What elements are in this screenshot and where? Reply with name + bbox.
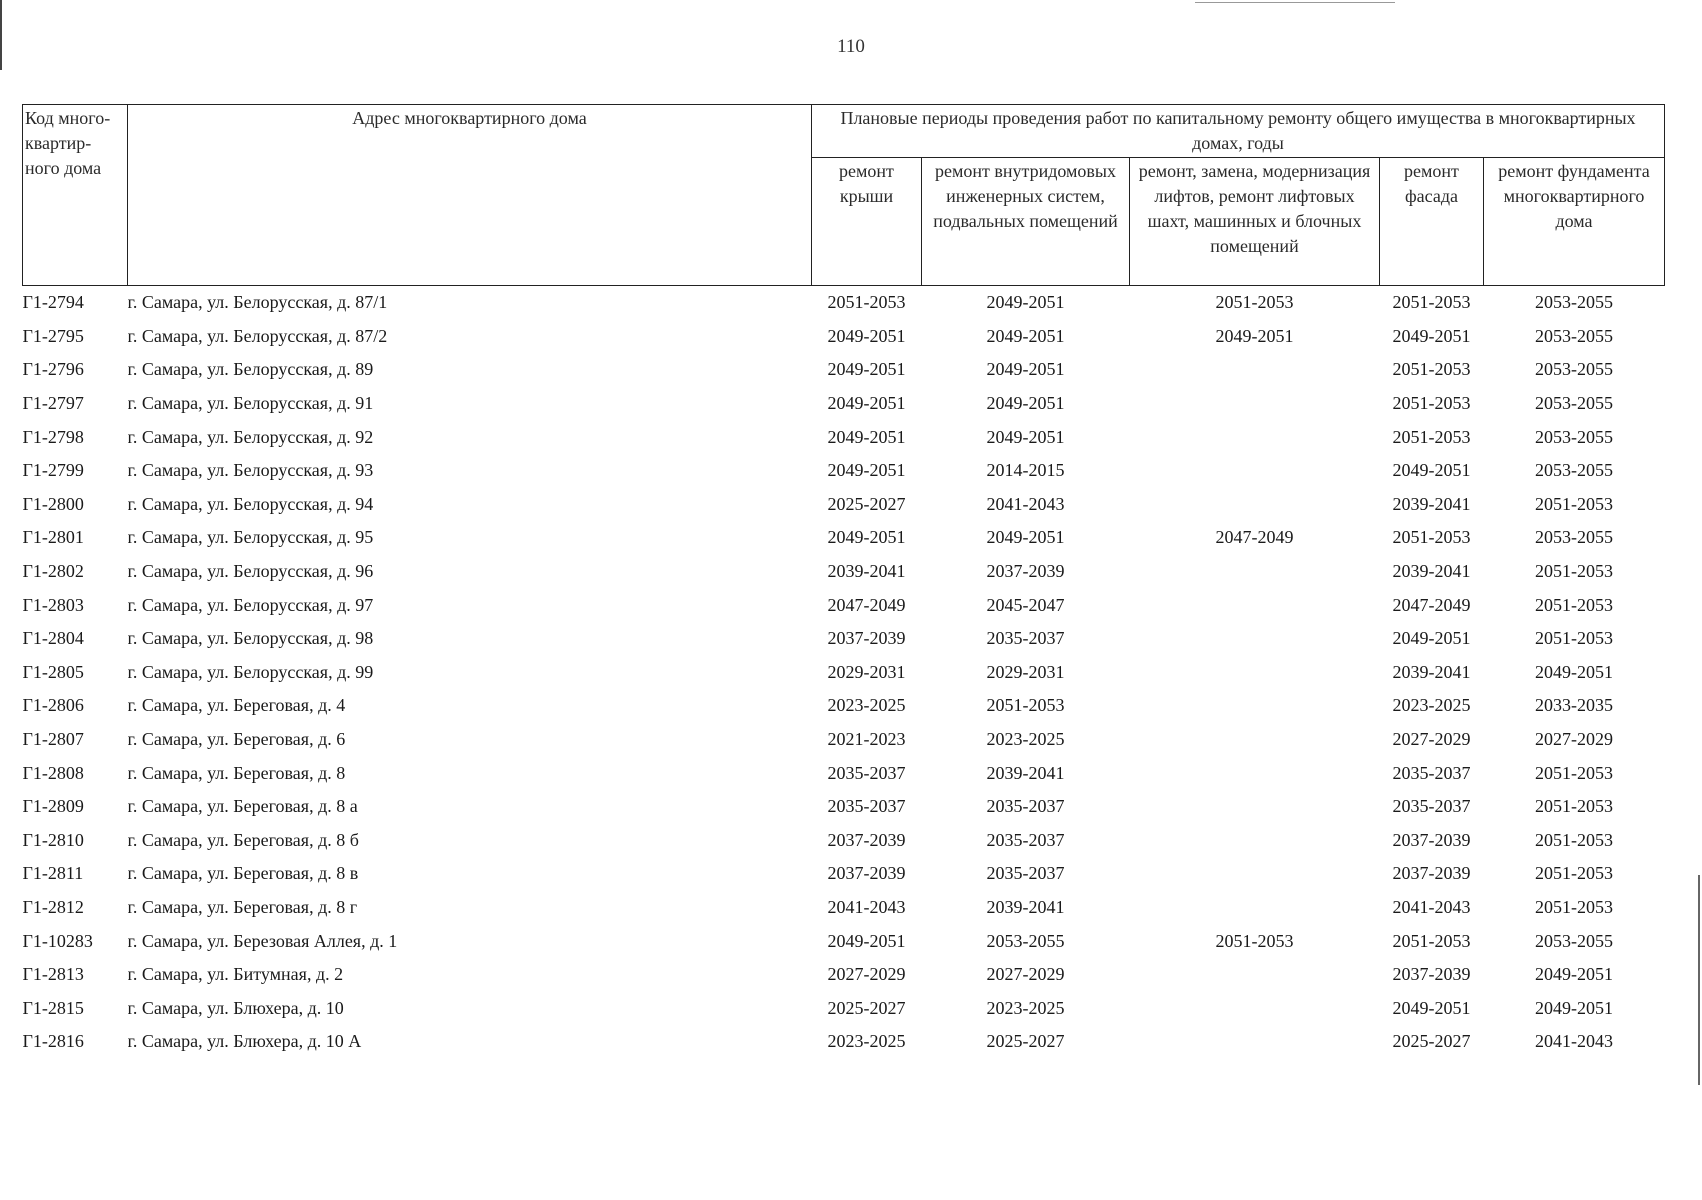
elevator-period-cell	[1130, 622, 1380, 656]
roof-period-cell: 2037-2039	[827, 829, 906, 850]
roof-period-cell: 2035-2037	[827, 796, 906, 817]
roof-period-cell: 2025-2027	[827, 493, 906, 514]
engineering-period-cell: 2049-2051	[986, 426, 1065, 447]
elevator-period-cell	[1130, 353, 1380, 387]
foundation-period-cell: 2051-2053	[1535, 863, 1613, 884]
table-row	[23, 958, 1665, 992]
address-cell: г. Самара, ул. Белорусская, д. 94	[127, 493, 374, 514]
building-code-cell: Г1-2796	[22, 359, 84, 380]
facade-period-cell: 2051-2053	[1392, 930, 1471, 951]
foundation-period-cell: 2041-2043	[1535, 1031, 1613, 1052]
foundation-period-cell: 2053-2055	[1535, 292, 1613, 313]
address-cell: г. Самара, ул. Береговая, д. 6	[127, 729, 346, 750]
foundation-period-cell: 2051-2053	[1535, 896, 1613, 917]
foundation-period-cell: 2053-2055	[1535, 393, 1613, 414]
table-row	[23, 723, 1665, 757]
facade-period-cell: 2049-2051	[1392, 997, 1471, 1018]
address-cell: г. Самара, ул. Блюхера, д. 10	[127, 997, 344, 1018]
address-cell: г. Самара, ул. Белорусская, д. 96	[127, 561, 374, 582]
building-code-cell: Г1-2802	[22, 561, 84, 582]
building-code-cell: Г1-2806	[22, 695, 84, 716]
facade-period-cell: 2039-2041	[1392, 493, 1471, 514]
engineering-period-cell: 2049-2051	[986, 325, 1065, 346]
facade-period-cell: 2051-2053	[1392, 292, 1471, 313]
elevator-period-cell	[1130, 689, 1380, 723]
engineering-period-cell: 2029-2031	[986, 661, 1065, 682]
elevator-period-cell: 2051-2053	[1215, 930, 1294, 951]
address-cell: г. Самара, ул. Белорусская, д. 92	[127, 426, 374, 447]
elevator-period-cell	[1130, 723, 1380, 757]
building-code-cell: Г1-2799	[22, 460, 84, 481]
elevator-period-cell	[1130, 488, 1380, 522]
building-code-cell: Г1-2805	[22, 661, 84, 682]
elevator-period-cell	[1130, 824, 1380, 858]
table-row	[23, 891, 1665, 925]
foundation-period-cell: 2051-2053	[1535, 829, 1613, 850]
engineering-period-cell: 2014-2015	[986, 460, 1065, 481]
facade-period-cell: 2051-2053	[1392, 527, 1471, 548]
header-address: Адрес многоквартирного дома	[128, 105, 812, 286]
table-row	[23, 622, 1665, 656]
engineering-period-cell: 2053-2055	[986, 930, 1065, 951]
table-row	[23, 1025, 1665, 1059]
building-code-cell: Г1-2801	[22, 527, 84, 548]
header-elevator-repair: ремонт, замена, модернизация лифтов, ремонт лифтовых шахт, машинных и блочных помещений	[1130, 158, 1380, 286]
address-cell: г. Самара, ул. Белорусская, д. 87/1	[127, 292, 388, 313]
address-cell: г. Самара, ул. Блюхера, д. 10 А	[127, 1031, 362, 1052]
scan-edge-left	[0, 0, 2, 70]
building-code-cell: Г1-2809	[22, 796, 84, 817]
facade-period-cell: 2047-2049	[1392, 594, 1471, 615]
table-body	[23, 286, 1665, 1059]
building-code-cell: Г1-2813	[22, 964, 84, 985]
engineering-period-cell: 2027-2029	[986, 964, 1065, 985]
address-cell: г. Самара, ул. Березовая Аллея, д. 1	[127, 930, 398, 951]
header-facade-repair: ремонт фасада	[1380, 158, 1484, 286]
foundation-period-cell: 2049-2051	[1535, 661, 1613, 682]
foundation-period-cell: 2051-2053	[1535, 628, 1613, 649]
elevator-period-cell	[1130, 756, 1380, 790]
scan-edge-right	[1698, 875, 1700, 1085]
facade-period-cell: 2025-2027	[1392, 1031, 1471, 1052]
facade-period-cell: 2051-2053	[1392, 359, 1471, 380]
elevator-period-cell	[1130, 656, 1380, 690]
elevator-period-cell	[1130, 991, 1380, 1025]
table-row	[23, 790, 1665, 824]
roof-period-cell: 2049-2051	[827, 460, 906, 481]
foundation-period-cell: 2053-2055	[1535, 426, 1613, 447]
table-row	[23, 588, 1665, 622]
foundation-period-cell: 2053-2055	[1535, 460, 1613, 481]
table-row	[23, 420, 1665, 454]
header-building-code: Код много-квартир-ного дома	[23, 105, 128, 286]
address-cell: г. Самара, ул. Береговая, д. 8 а	[127, 796, 358, 817]
foundation-period-cell: 2051-2053	[1535, 594, 1613, 615]
building-code-cell: Г1-2808	[22, 762, 84, 783]
engineering-period-cell: 2051-2053	[986, 695, 1065, 716]
table-row	[23, 555, 1665, 589]
address-cell: г. Самара, ул. Битумная, д. 2	[127, 964, 344, 985]
roof-period-cell: 2037-2039	[827, 628, 906, 649]
address-cell: г. Самара, ул. Белорусская, д. 99	[127, 661, 374, 682]
facade-period-cell: 2041-2043	[1392, 896, 1471, 917]
foundation-period-cell: 2053-2055	[1535, 527, 1613, 548]
elevator-period-cell	[1130, 588, 1380, 622]
elevator-period-cell	[1130, 790, 1380, 824]
table-row	[23, 286, 1665, 320]
address-cell: г. Самара, ул. Белорусская, д. 95	[127, 527, 374, 548]
address-cell: г. Самара, ул. Береговая, д. 8	[127, 762, 346, 783]
facade-period-cell: 2051-2053	[1392, 393, 1471, 414]
address-cell: г. Самара, ул. Береговая, д. 8 г	[127, 896, 358, 917]
facade-period-cell: 2035-2037	[1392, 796, 1471, 817]
elevator-period-cell: 2051-2053	[1215, 292, 1294, 313]
engineering-period-cell: 2037-2039	[986, 561, 1065, 582]
page-number: 110	[837, 36, 865, 57]
engineering-period-cell: 2039-2041	[986, 762, 1065, 783]
elevator-period-cell	[1130, 857, 1380, 891]
roof-period-cell: 2051-2053	[827, 292, 906, 313]
engineering-period-cell: 2039-2041	[986, 896, 1065, 917]
address-cell: г. Самара, ул. Белорусская, д. 97	[127, 594, 374, 615]
elevator-period-cell	[1130, 958, 1380, 992]
header-planned-periods: Плановые периоды проведения работ по капитальному ремонту общего имущества в многоквартирных домах, годы	[812, 105, 1665, 158]
roof-period-cell: 2049-2051	[827, 325, 906, 346]
address-cell: г. Самара, ул. Белорусская, д. 89	[127, 359, 374, 380]
roof-period-cell: 2049-2051	[827, 393, 906, 414]
engineering-period-cell: 2049-2051	[986, 359, 1065, 380]
building-code-cell: Г1-2810	[22, 829, 84, 850]
foundation-period-cell: 2053-2055	[1535, 930, 1613, 951]
roof-period-cell: 2027-2029	[827, 964, 906, 985]
foundation-period-cell: 2053-2055	[1535, 359, 1613, 380]
roof-period-cell: 2049-2051	[827, 359, 906, 380]
facade-period-cell: 2049-2051	[1392, 325, 1471, 346]
roof-period-cell: 2039-2041	[827, 561, 906, 582]
roof-period-cell: 2023-2025	[827, 695, 906, 716]
engineering-period-cell: 2035-2037	[986, 628, 1065, 649]
roof-period-cell: 2049-2051	[827, 930, 906, 951]
engineering-period-cell: 2035-2037	[986, 863, 1065, 884]
building-code-cell: Г1-2812	[22, 896, 84, 917]
engineering-period-cell: 2049-2051	[986, 393, 1065, 414]
facade-period-cell: 2049-2051	[1392, 460, 1471, 481]
foundation-period-cell: 2051-2053	[1535, 762, 1613, 783]
engineering-period-cell: 2035-2037	[986, 829, 1065, 850]
facade-period-cell: 2039-2041	[1392, 661, 1471, 682]
roof-period-cell: 2049-2051	[827, 426, 906, 447]
table-row	[23, 454, 1665, 488]
elevator-period-cell	[1130, 420, 1380, 454]
table-row	[23, 756, 1665, 790]
address-cell: г. Самара, ул. Белорусская, д. 98	[127, 628, 374, 649]
table-row	[23, 689, 1665, 723]
roof-period-cell: 2037-2039	[827, 863, 906, 884]
facade-period-cell: 2037-2039	[1392, 964, 1471, 985]
foundation-period-cell: 2033-2035	[1535, 695, 1613, 716]
address-cell: г. Самара, ул. Береговая, д. 8 б	[127, 829, 359, 850]
header-foundation-repair: ремонт фундамента многоквартирного дома	[1484, 158, 1665, 286]
table-row	[23, 924, 1665, 958]
building-code-cell: Г1-2816	[22, 1031, 84, 1052]
table-row	[23, 353, 1665, 387]
foundation-period-cell: 2053-2055	[1535, 325, 1613, 346]
building-code-cell: Г1-2804	[22, 628, 84, 649]
facade-period-cell: 2023-2025	[1392, 695, 1471, 716]
elevator-period-cell	[1130, 891, 1380, 925]
roof-period-cell: 2021-2023	[827, 729, 906, 750]
elevator-period-cell	[1130, 555, 1380, 589]
foundation-period-cell: 2049-2051	[1535, 964, 1613, 985]
building-code-cell: Г1-2811	[22, 863, 84, 884]
table-row	[23, 857, 1665, 891]
roof-period-cell: 2047-2049	[827, 594, 906, 615]
address-cell: г. Самара, ул. Белорусская, д. 91	[127, 393, 374, 414]
facade-period-cell: 2049-2051	[1392, 628, 1471, 649]
building-code-cell: Г1-2795	[22, 325, 84, 346]
header-roof-repair: ремонт крыши	[812, 158, 922, 286]
roof-period-cell: 2041-2043	[827, 896, 906, 917]
elevator-period-cell	[1130, 454, 1380, 488]
facade-period-cell: 2037-2039	[1392, 829, 1471, 850]
facade-period-cell: 2051-2053	[1392, 426, 1471, 447]
engineering-period-cell: 2045-2047	[986, 594, 1065, 615]
elevator-period-cell: 2049-2051	[1215, 325, 1294, 346]
address-cell: г. Самара, ул. Белорусская, д. 87/2	[127, 325, 388, 346]
table-row	[23, 656, 1665, 690]
building-code-cell: Г1-2798	[22, 426, 84, 447]
foundation-period-cell: 2051-2053	[1535, 796, 1613, 817]
building-code-cell: Г1-2794	[22, 292, 84, 313]
engineering-period-cell: 2049-2051	[986, 527, 1065, 548]
table-row	[23, 387, 1665, 421]
engineering-period-cell: 2041-2043	[986, 493, 1065, 514]
address-cell: г. Самара, ул. Береговая, д. 4	[127, 695, 346, 716]
elevator-period-cell	[1130, 387, 1380, 421]
table-row	[23, 488, 1665, 522]
engineering-period-cell: 2025-2027	[986, 1031, 1065, 1052]
address-cell: г. Самара, ул. Береговая, д. 8 в	[127, 863, 359, 884]
engineering-period-cell: 2023-2025	[986, 729, 1065, 750]
roof-period-cell: 2049-2051	[827, 527, 906, 548]
building-code-cell: Г1-2800	[22, 493, 84, 514]
facade-period-cell: 2027-2029	[1392, 729, 1471, 750]
foundation-period-cell: 2027-2029	[1535, 729, 1613, 750]
roof-period-cell: 2035-2037	[827, 762, 906, 783]
facade-period-cell: 2037-2039	[1392, 863, 1471, 884]
engineering-period-cell: 2035-2037	[986, 796, 1065, 817]
building-code-cell: Г1-10283	[22, 930, 93, 951]
foundation-period-cell: 2049-2051	[1535, 997, 1613, 1018]
building-code-cell: Г1-2803	[22, 594, 84, 615]
building-code-cell: Г1-2815	[22, 997, 84, 1018]
engineering-period-cell: 2049-2051	[986, 292, 1065, 313]
engineering-period-cell: 2023-2025	[986, 997, 1065, 1018]
roof-period-cell: 2029-2031	[827, 661, 906, 682]
table-row	[23, 824, 1665, 858]
building-code-cell: Г1-2797	[22, 393, 84, 414]
scan-edge-top-right	[1195, 2, 1395, 3]
facade-period-cell: 2039-2041	[1392, 561, 1471, 582]
capital-repair-schedule-table	[22, 104, 1665, 1059]
facade-period-cell: 2035-2037	[1392, 762, 1471, 783]
building-code-cell: Г1-2807	[22, 729, 84, 750]
elevator-period-cell: 2047-2049	[1215, 527, 1294, 548]
header-engineering-systems: ремонт внутридомовых инженерных систем, подвальных помещений	[922, 158, 1130, 286]
foundation-period-cell: 2051-2053	[1535, 493, 1613, 514]
table-row	[23, 991, 1665, 1025]
address-cell: г. Самара, ул. Белорусская, д. 93	[127, 460, 374, 481]
table-row	[23, 521, 1665, 555]
roof-period-cell: 2025-2027	[827, 997, 906, 1018]
table-row	[23, 320, 1665, 354]
elevator-period-cell	[1130, 1025, 1380, 1059]
foundation-period-cell: 2051-2053	[1535, 561, 1613, 582]
roof-period-cell: 2023-2025	[827, 1031, 906, 1052]
